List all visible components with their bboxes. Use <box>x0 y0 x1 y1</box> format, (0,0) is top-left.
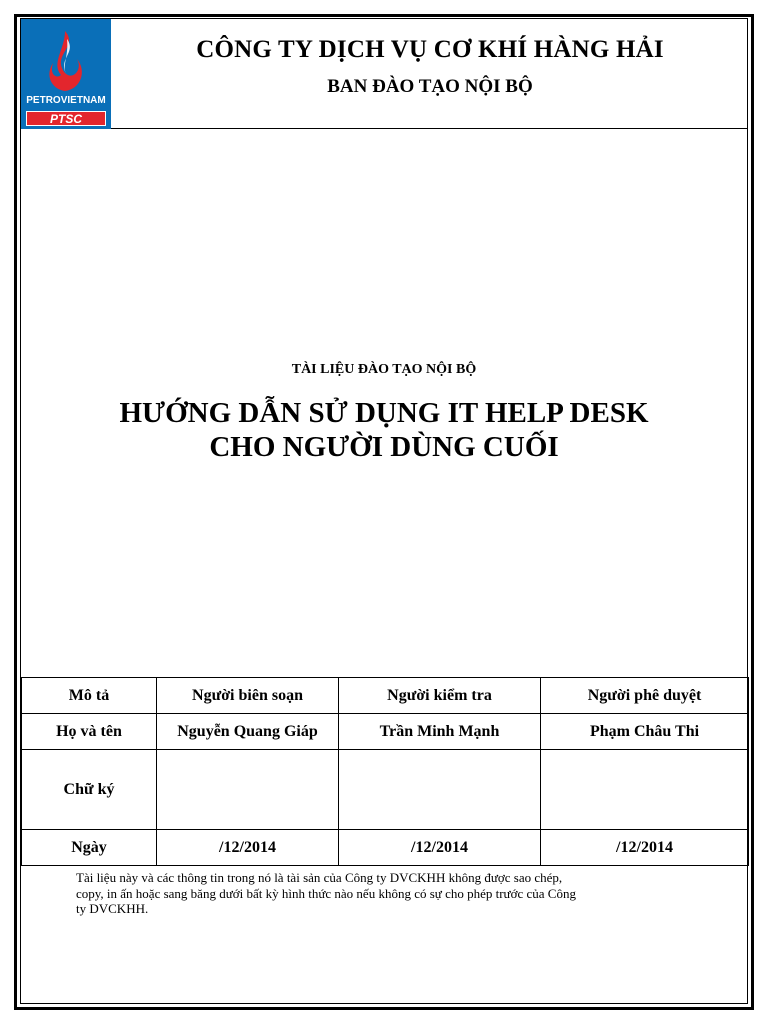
copyright-notice <box>76 870 688 917</box>
signature-field <box>541 750 749 830</box>
table-cell: /12/2014 <box>339 830 541 866</box>
document-title <box>0 396 768 464</box>
signature-field <box>339 750 541 830</box>
table-cell: Trần Minh Mạnh <box>339 714 541 750</box>
table-cell: Phạm Châu Thi <box>541 714 749 750</box>
department-name: BAN ĐÀO TẠO NỘI BỘ <box>327 76 533 97</box>
table-cell: Người biên soạn <box>157 678 339 714</box>
table-cell: Người kiểm tra <box>339 678 541 714</box>
approval-header-row <box>22 678 749 714</box>
header-divider <box>20 128 748 129</box>
logo-ptsc-text: PTSC <box>49 112 83 126</box>
table-cell: /12/2014 <box>157 830 339 866</box>
company-name: CÔNG TY DỊCH VỤ CƠ KHÍ HÀNG HẢI <box>196 36 664 63</box>
document-title-line: HƯỚNG DẪN SỬ DỤNG IT HELP DESK <box>119 397 649 429</box>
table-cell: Nguyễn Quang Giáp <box>157 714 339 750</box>
table-cell: Người phê duyệt <box>541 678 749 714</box>
approval-table <box>21 677 749 866</box>
notice-line: Tài liệu này và các thông tin trong nó là tài sản của Công ty DVCKHH không được sao chép, <box>76 870 563 885</box>
table-cell: Họ và tên <box>22 714 157 750</box>
logo-brand-text: PETROVIETNAM <box>26 95 106 106</box>
petrovietnam-ptsc-logo <box>21 19 111 129</box>
approval-date-row <box>22 830 749 866</box>
table-cell: /12/2014 <box>541 830 749 866</box>
document-title-line: CHO NGƯỜI DÙNG CUỐI <box>209 431 559 463</box>
table-cell: Chữ ký <box>22 750 157 830</box>
approval-signature-row <box>22 750 749 830</box>
notice-line: ty DVCKHH. <box>76 901 149 916</box>
document-type-label: TÀI LIỆU ĐÀO TẠO NỘI BỘ <box>291 362 477 377</box>
approval-names-row <box>22 714 749 750</box>
table-cell: Ngày <box>22 830 157 866</box>
table-cell: Mô tả <box>22 678 157 714</box>
notice-line: copy, in ấn hoặc sang băng dưới bất kỳ hình thức nào nếu không có sự cho phép trước của Công <box>76 885 576 901</box>
signature-field <box>157 750 339 830</box>
